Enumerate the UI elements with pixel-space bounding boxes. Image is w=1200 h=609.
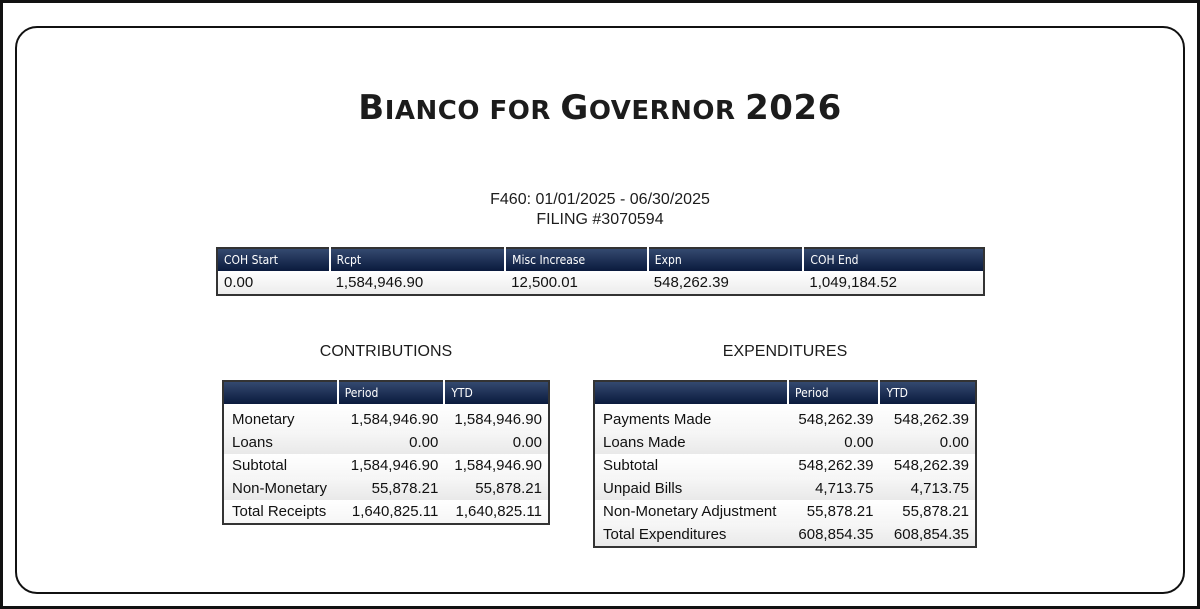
row-label: Loans <box>223 431 338 454</box>
period-value: 0.00 <box>788 431 879 454</box>
ytd-value: 55,878.21 <box>879 500 976 523</box>
summary-value-misc-increase: 12,500.01 <box>505 271 648 295</box>
table-row <box>223 454 549 477</box>
contributions-heading: CONTRIBUTIONS <box>319 343 453 360</box>
ytd-value: 0.00 <box>444 431 549 454</box>
expenditures-header-row <box>594 381 976 404</box>
row-label: Total Receipts <box>223 500 338 524</box>
summary-header-misc-increase: Misc Increase <box>505 248 648 271</box>
row-label: Total Expenditures <box>594 523 788 547</box>
contributions-table <box>222 380 550 525</box>
filing-period: F460: 01/01/2025 - 06/30/2025 <box>490 191 710 208</box>
summary-value-coh-end: 1,049,184.52 <box>803 271 984 295</box>
period-value: 0.00 <box>338 431 445 454</box>
contributions-header-row <box>223 381 549 404</box>
table-row <box>223 404 549 431</box>
summary-header-row <box>217 248 984 271</box>
table-row <box>594 477 976 500</box>
ytd-value: 1,584,946.90 <box>444 454 549 477</box>
period-value: 548,262.39 <box>788 404 879 431</box>
summary-value-row <box>217 271 984 295</box>
ytd-value: 548,262.39 <box>879 454 976 477</box>
table-row <box>594 431 976 454</box>
summary-header-coh-start: COH Start <box>217 248 330 271</box>
row-label: Non-Monetary Adjustment <box>594 500 788 523</box>
ytd-value: 4,713.75 <box>879 477 976 500</box>
period-value: 4,713.75 <box>788 477 879 500</box>
row-label: Monetary <box>223 404 338 431</box>
table-row <box>223 500 549 524</box>
summary-table <box>216 247 985 296</box>
summary-header-expn: Expn <box>648 248 804 271</box>
ytd-value: 1,584,946.90 <box>444 404 549 431</box>
expenditures-heading: EXPENDITURES <box>722 343 848 360</box>
table-row <box>594 454 976 477</box>
expenditures-table <box>593 380 977 548</box>
ytd-value: 548,262.39 <box>879 404 976 431</box>
period-value: 1,640,825.11 <box>338 500 445 524</box>
expenditures-header-blank <box>594 381 788 404</box>
ytd-value: 608,854.35 <box>879 523 976 547</box>
period-value: 55,878.21 <box>338 477 445 500</box>
filing-number: FILING #3070594 <box>536 211 664 228</box>
row-label: Payments Made <box>594 404 788 431</box>
period-value: 55,878.21 <box>788 500 879 523</box>
row-label: Unpaid Bills <box>594 477 788 500</box>
row-label: Loans Made <box>594 431 788 454</box>
period-value: 1,584,946.90 <box>338 404 445 431</box>
page-title: BIANCO FOR GOVERNOR 2026 <box>358 88 842 128</box>
summary-header-coh-end: COH End <box>803 248 984 271</box>
contributions-header-ytd: YTD <box>444 381 549 404</box>
ytd-value: 1,640,825.11 <box>444 500 549 524</box>
table-row <box>223 431 549 454</box>
summary-header-rcpt: Rcpt <box>330 248 506 271</box>
contributions-header-period: Period <box>338 381 445 404</box>
contributions-header-blank <box>223 381 338 404</box>
summary-value-rcpt: 1,584,946.90 <box>330 271 506 295</box>
summary-value-expn: 548,262.39 <box>648 271 804 295</box>
period-value: 608,854.35 <box>788 523 879 547</box>
period-value: 548,262.39 <box>788 454 879 477</box>
filing-info <box>0 190 1200 230</box>
table-row <box>594 404 976 431</box>
expenditures-header-ytd: YTD <box>879 381 976 404</box>
period-value: 1,584,946.90 <box>338 454 445 477</box>
table-row <box>223 477 549 500</box>
table-row <box>594 500 976 523</box>
row-label: Non-Monetary <box>223 477 338 500</box>
row-label: Subtotal <box>223 454 338 477</box>
ytd-value: 0.00 <box>879 431 976 454</box>
expenditures-header-period: Period <box>788 381 879 404</box>
row-label: Subtotal <box>594 454 788 477</box>
table-row <box>594 523 976 547</box>
summary-value-coh-start: 0.00 <box>217 271 330 295</box>
ytd-value: 55,878.21 <box>444 477 549 500</box>
